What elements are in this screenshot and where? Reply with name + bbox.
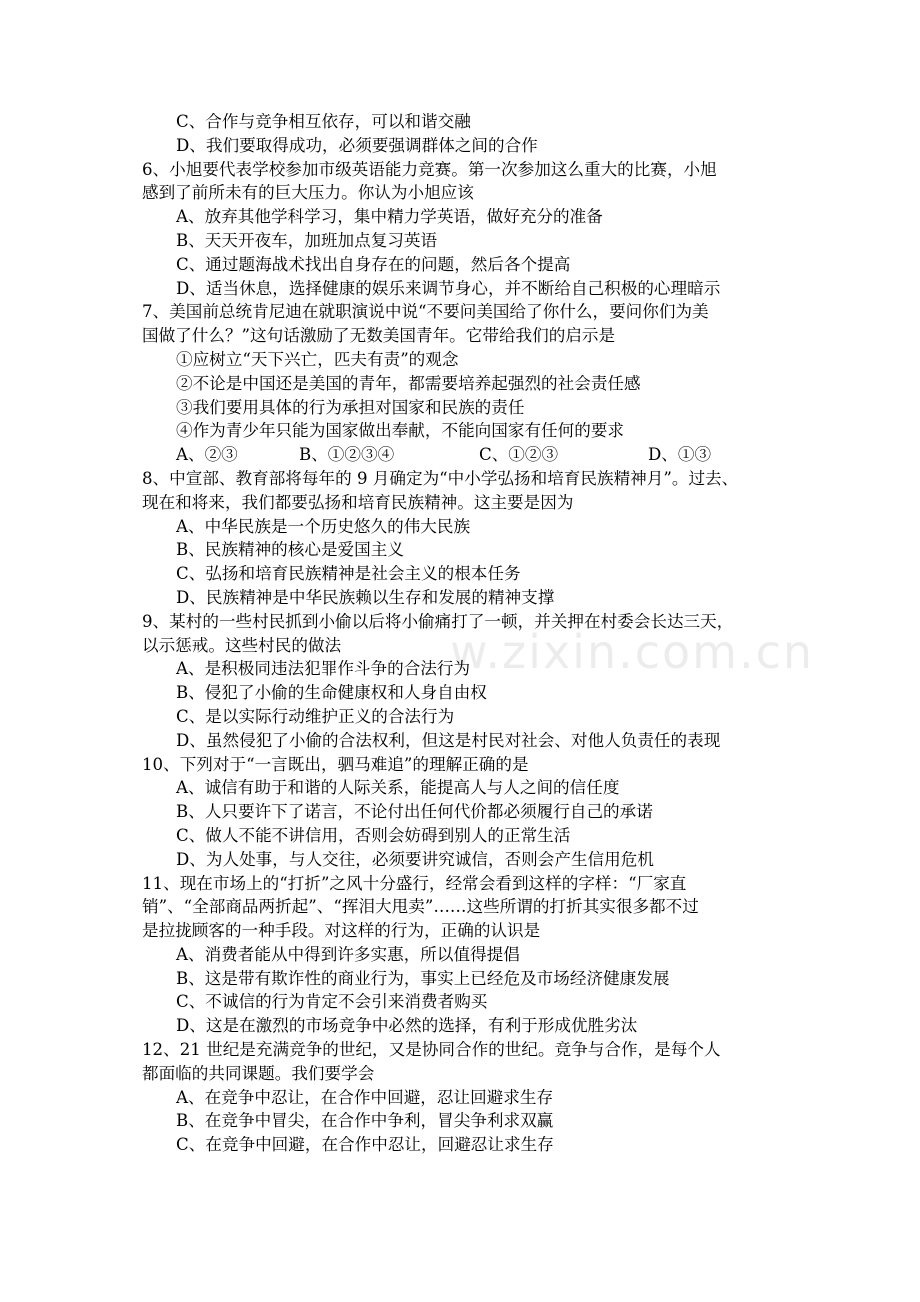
question-line: 6、小旭要代表学校参加市级英语能力竞赛。第一次参加这么重大的比赛，小旭 <box>142 159 717 179</box>
answer-line: A、诚信有助于和谐的人际关系，能提高人与人之间的信任度 <box>176 778 620 798</box>
question-line: 国做了什么？”这句话激励了无数美国青年。它带给我们的启示是 <box>142 326 616 346</box>
question-line: 都面临的共同课题。我们要学会 <box>142 1063 375 1083</box>
question-line: 是拉拢顾客的一种手段。对这样的行为，正确的认识是 <box>142 921 541 941</box>
question-line: 8、中宣部、教育部将每年的 9 月确定为“中小学弘扬和培育民族精神月”。过去、 <box>142 468 739 488</box>
answer-line: B、在竞争中冒尖，在合作中争利，冒尖争利求双赢 <box>176 1111 554 1131</box>
answer-line: D、民族精神是中华民族赖以生存和发展的精神支撑 <box>176 587 555 607</box>
answer-line: A、消费者能从中得到许多实惠，所以值得提倡 <box>176 944 520 964</box>
answer-line: A、在竞争中忍让，在合作中回避，忍让回避求生存 <box>176 1087 554 1107</box>
answer-line: B、民族精神的核心是爱国主义 <box>176 540 404 560</box>
option-row <box>142 443 782 467</box>
question-line: 感到了前所未有的巨大压力。你认为小旭应该 <box>142 183 474 203</box>
answer-option: B、①②③④ <box>299 445 395 465</box>
answer-line: D、虽然侵犯了小偷的合法权利，但这是村民对社会、对他人负责任的表现 <box>176 730 721 750</box>
answer-line: ②不论是中国还是美国的青年，都需要培养起强烈的社会责任感 <box>176 373 641 393</box>
answer-line: A、是积极同违法犯罪作斗争的合法行为 <box>176 659 471 679</box>
answer-line: C、合作与竞争相互依存，可以和谐交融 <box>176 112 471 131</box>
question-text <box>142 110 782 1157</box>
answer-line: B、这是带有欺诈性的商业行为，事实上已经危及市场经济健康发展 <box>176 968 670 988</box>
answer-line: A、放弃其他学科学习，集中精力学英语，做好充分的准备 <box>176 207 603 227</box>
answer-line: B、人只要许下了诺言，不论付出任何代价都必须履行自己的承诺 <box>176 802 653 822</box>
answer-line: D、为人处事，与人交往，必须要讲究诚信，否则会产生信用危机 <box>176 849 654 869</box>
question-line: 7、美国前总统肯尼迪在就职演说中说“不要问美国给了你什么，要问你们为美 <box>142 302 709 322</box>
answer-line: D、这是在激烈的市场竞争中必然的选择，有利于形成优胜劣汰 <box>176 1016 638 1036</box>
question-line: 10、下列对于“一言既出，驷马难追”的理解正确的是 <box>142 754 529 774</box>
question-line: 11、现在市场上的“打折”之风十分盛行，经常会看到这样的字样：“厂家直 <box>142 873 687 893</box>
watermark: w.zixin.com.cn <box>450 625 815 679</box>
answer-line: C、是以实际行动维护正义的合法行为 <box>176 706 455 726</box>
question-line: 12、21 世纪是充满竞争的世纪，又是协同合作的世纪。竞争与合作，是每个人 <box>142 1040 721 1060</box>
answer-line: C、在竞争中回避，在合作中忍让，回避忍让求生存 <box>176 1135 554 1155</box>
answer-line: D、我们要取得成功，必须要强调群体之间的合作 <box>176 135 538 155</box>
question-line: 现在和将来，我们都要弘扬和培育民族精神。这主要是因为 <box>142 492 574 512</box>
answer-line: C、做人不能不讲信用，否则会妨碍到别人的正常生活 <box>176 825 571 845</box>
answer-option: A、②③ <box>176 445 238 465</box>
answer-line: D、适当休息，选择健康的娱乐来调节身心，并不断给自己积极的心理暗示 <box>176 278 721 298</box>
question-line: 9、某村的一些村民抓到小偷以后将小偷痛打了一顿，并关押在村委会长达三天， <box>142 611 734 631</box>
answer-line: A、中华民族是一个历史悠久的伟大民族 <box>176 516 471 536</box>
answer-line: ④作为青少年只能为国家做出奉献，不能向国家有任何的要求 <box>176 421 625 441</box>
answer-option: D、①③ <box>648 445 712 465</box>
answer-line: B、侵犯了小偷的生命健康权和人身自由权 <box>176 683 487 703</box>
answer-line: C、通过题海战术找出自身存在的问题，然后各个提高 <box>176 254 571 274</box>
answer-line: ①应树立“天下兴亡，匹夫有责”的观念 <box>176 349 459 369</box>
answer-line: C、弘扬和培育民族精神是社会主义的根本任务 <box>176 564 521 584</box>
question-line: 以示惩戒。这些村民的做法 <box>142 635 342 655</box>
answer-option: C、①②③ <box>479 445 559 465</box>
answer-line: C、不诚信的行为肯定不会引来消费者购买 <box>176 992 488 1012</box>
answer-line: B、天天开夜车，加班加点复习英语 <box>176 230 438 250</box>
question-line: 销”、“全部商品两折起”、“挥泪大甩卖”……这些所谓的打折其实很多都不过 <box>142 897 699 917</box>
answer-line: ③我们要用具体的行为承担对国家和民族的责任 <box>176 397 525 417</box>
